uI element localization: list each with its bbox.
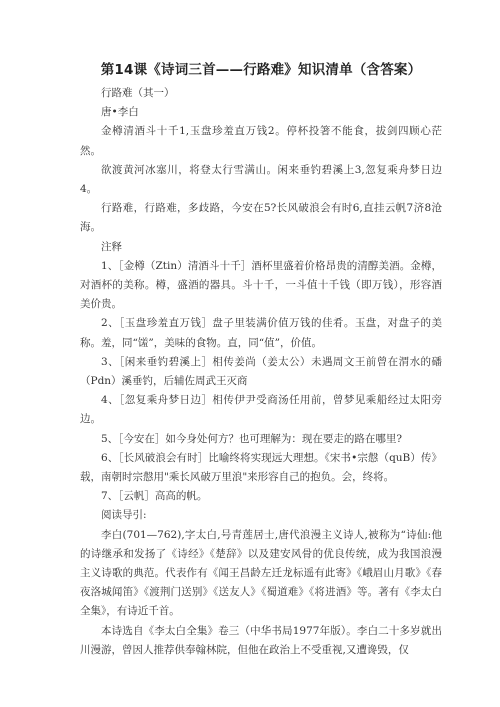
note-item: 1、［金樽（Ztin）清酒斗十千］酒杯里盛着价格昂贵的清醇美酒。金樽，对酒杯的美称。樽，盛酒的器具。斗十千，一斗值十千钱（即万钱），形容酒美价贵。 [80, 259, 442, 311]
note-item: 3、［闲来垂钓碧溪上］相传姜尚（姜太公）未遇周文王前曾在渭水的磻（Pdn）溪垂钓，后辅佐周武王灭商 [80, 355, 442, 388]
note-item: 2、［玉盘珍羞直万钱］盘子里装满价值万钱的佳肴。玉盘，对盘子的美称。羞，同“馐”，美味的食物。直，同“值”，价值。 [80, 317, 442, 349]
poem-author: 唐•李白 [101, 106, 139, 119]
guide-paragraph: 李白(701—762),字太白,号青莲居士,唐代浪漫主义诗人,被称为“诗仙:他的诗继承和发扬了《诗经》《楚辞》以及建安风骨的优良传统，成为我国浪漫主义诗歌的典范。代表作有《闻王昌龄左迁龙标遥有此寄》《峨眉山月歌》《春夜洛城闻笛》《渡荆门送别》《送友人》《蜀道难》《将进酒》等。著有《李太白全集》，有诗近千首。 [80, 528, 442, 618]
note-item: 4、［忽复乘舟梦日边］相传伊尹受商汤任用前，曾梦见乘船经过太阳旁边。 [80, 394, 442, 426]
page-title: 第14课《诗词三首——行路难》知识清单（含答案） [100, 62, 422, 78]
guide-heading: 阅读导引: [101, 509, 147, 522]
note-item: 7、［云帆］高高的帆。 [101, 490, 208, 503]
guide-paragraph: 本诗选自《李太白全集》卷三（中华书局1977年版）。李白二十多岁就出川漫游，曾因人推荐供奉翰林院，但他在政治上不受重视,又遭谗毁，仅 [80, 624, 442, 656]
note-item: 6、［长风破浪会有时］比喻终将实现远大理想。《宋书•宗慤（quB）传》载，南朝时宗慤用"乘长风破万里浪"来形容自己的抱负。会，终将。 [80, 451, 442, 484]
notes-heading: 注释 [101, 240, 122, 253]
poem-line: 行路难，行路难，多歧路，今安在5?长风破浪会有时6,直挂云帆7济8沧海。 [80, 202, 442, 234]
poem-line: 欲渡黄河冰塞川，将登太行雪满山。闲来垂钓碧溪上3,忽复乘舟梦日边4。 [80, 163, 442, 196]
note-item: 5、［今安在］如今身处何方？也可理解为：现在要走的路在哪里? [101, 432, 403, 445]
poem-title: 行路难（其一） [101, 87, 175, 99]
poem-line: 金樽清酒斗十千1,玉盘珍羞直万钱2。停杯投箸不能食，拔剑四顾心茫然。 [80, 125, 442, 157]
